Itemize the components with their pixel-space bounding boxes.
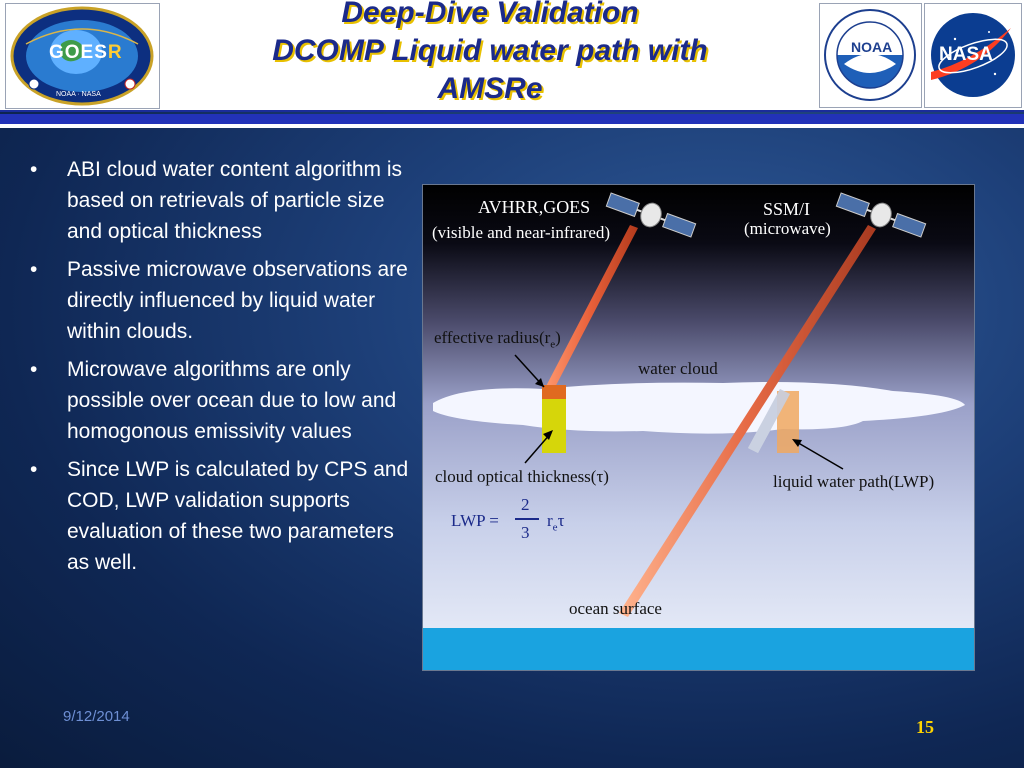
bullet-text: Microwave algorithms are only possible over ocean due to low and homogonous emissivity values — [67, 358, 397, 443]
slide-title — [170, 0, 810, 108]
avhrr-sublabel: (visible and near-infrared) — [432, 223, 611, 242]
noaa-logo — [819, 3, 922, 108]
slide-header — [0, 0, 1024, 112]
lwp-equation-left: LWP = — [451, 511, 499, 530]
lwp-diagram — [422, 184, 975, 671]
noaa-logo-text: NOAA — [851, 39, 893, 55]
slide-date: 9/12/2014 — [63, 708, 130, 725]
water-cloud-label: water cloud — [638, 359, 718, 378]
bullet-dot: • — [30, 458, 38, 481]
header-rule-thin — [0, 110, 1024, 112]
title-line-1: Deep-Dive Validation — [341, 0, 639, 29]
bullet-dot: • — [30, 258, 38, 281]
lwp-fraction-numerator: 2 — [521, 495, 530, 514]
bullet-dot: • — [30, 158, 38, 181]
title-line-2: DCOMP Liquid water path with — [272, 34, 708, 67]
bullet-text: Since LWP is calculated by CPS and COD, LWP validation supports evaluation of these two parameters as well. — [67, 458, 409, 574]
goes-r-logo — [5, 3, 160, 109]
bullet-item — [30, 454, 410, 578]
lwp-label: liquid water path(LWP) — [773, 472, 935, 491]
lwp-equation-right: $r_e\tau$ — [547, 511, 565, 534]
header-rule-thick — [0, 114, 1024, 124]
effective-radius-label: effective $radius(r_e)$ — [434, 328, 561, 351]
bullet-text: Passive microwave observations are directly influenced by liquid water within clouds. — [67, 258, 408, 343]
bullet-text: ABI cloud water content algorithm is based on retrievals of particle size and optical thickness — [67, 158, 402, 243]
noaa-logo-graphic — [820, 4, 921, 107]
ocean-band — [423, 628, 974, 670]
bullet-dot: • — [30, 358, 38, 381]
lwp-diagram-graphic — [423, 185, 974, 670]
ocean-surface-label: ocean surface — [569, 599, 662, 618]
header-rule-light — [0, 124, 1024, 128]
effective-radius-box — [542, 385, 566, 399]
goes-logo-bottom: NOAA · NASA — [56, 91, 101, 98]
bullet-list — [30, 154, 410, 585]
nasa-logo — [924, 3, 1022, 108]
bullet-item — [30, 254, 410, 347]
bullet-item — [30, 154, 410, 247]
lwp-fraction-denominator: 3 — [521, 523, 530, 542]
bullet-item — [30, 354, 410, 447]
nasa-logo-text: NASA — [939, 44, 993, 65]
goes-logo-text: GOESR — [49, 42, 123, 63]
avhrr-label: AVHRR,GOES — [478, 197, 591, 217]
page-number: 15 — [916, 717, 934, 737]
ssmi-label: SSM/I — [763, 199, 811, 219]
cloud-optical-thickness-box — [542, 399, 566, 453]
title-line-3: AMSRe — [437, 72, 543, 105]
ssmi-sublabel: (microwave) — [744, 219, 831, 238]
cot-label: cloud optical thickness(τ) — [435, 467, 609, 486]
